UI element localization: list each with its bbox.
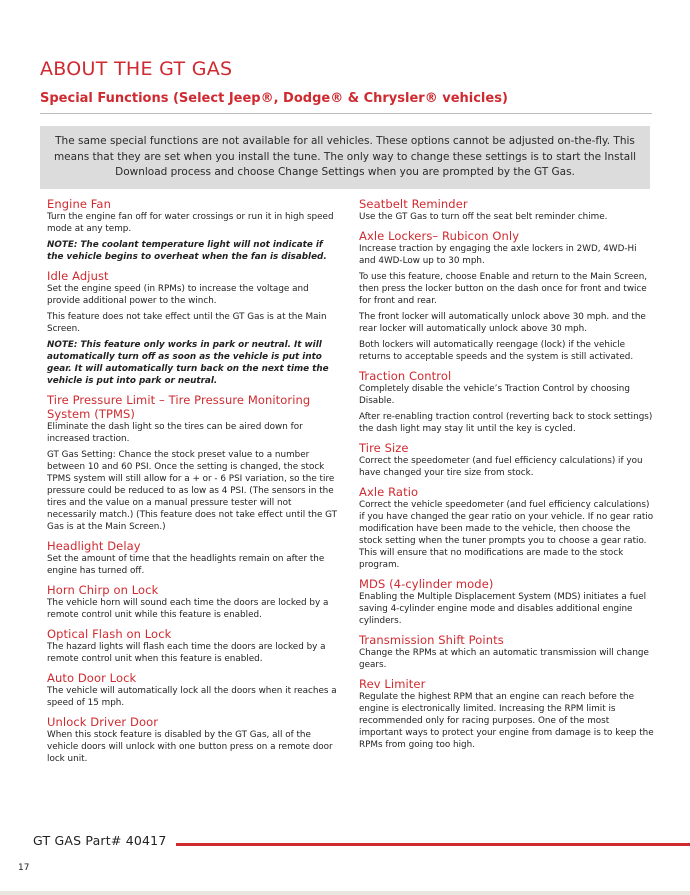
- section-paragraph: To use this feature, choose Enable and return to the Main Screen, then press the locker button on the dash once for front and twice for front and rear.: [359, 272, 648, 306]
- section-heading: MDS (4-cylinder mode): [359, 577, 494, 591]
- bottom-strip: [0, 891, 690, 895]
- section-heading: Optical Flash on Lock: [47, 627, 172, 641]
- section-engine-fan: [47, 197, 339, 263]
- section-rev-limiter: [359, 677, 654, 751]
- section-paragraph: The vehicle horn will sound each time the doors are locked by a remote control unit while this feature is enabled.: [47, 598, 329, 620]
- header-divider: [40, 113, 652, 114]
- right-column: [359, 197, 654, 757]
- subtitle-rest: (Select Jeep®, Dodge® & Chrysler® vehicles): [168, 91, 508, 106]
- notice-box: [40, 126, 650, 189]
- section-note: NOTE: This feature only works in park or neutral. It will automatically turn off as soon as the vehicle is put into gear. It will automatically turn back on the next time the vehicle is put into park or neutral.: [47, 340, 329, 386]
- notice-text: The same special functions are not available for all vehicles. These options cannot be adjusted on-the-fly. This means that they are set when you install the tune. The only way to change these settings is to start the Install Download process and choose Change Settings when you are prompted by the GT Gas.: [53, 135, 637, 178]
- section-heading: Tire Size: [359, 441, 409, 455]
- section-traction-control: [359, 369, 654, 435]
- section-heading: Headlight Delay: [47, 539, 141, 553]
- section-unlock-driver-door: [47, 715, 339, 765]
- section-paragraph: Increase traction by engaging the axle lockers in 2WD, 4WD-Hi and 4WD-Low up to 30 mph.: [359, 244, 637, 266]
- section-transmission-shift-points: [359, 633, 654, 671]
- section-heading: Traction Control: [359, 369, 452, 383]
- section-axle-ratio: [359, 485, 654, 571]
- section-paragraph: GT Gas Setting: Chance the stock preset value to a number between 10 and 60 PSI. Once the setting is changed, the stock TPMS system will still allow for a + or - 6 PSI variation, so the tire pressure could be reduced to as low as 4 PSI. (The sensors in the tires and the value on a manual pressure tester will not necessarily match.) (This feature does not take effect until the GT Gas is at the Main Screen.): [47, 450, 338, 532]
- section-heading: Seatbelt Reminder: [359, 197, 468, 211]
- section-paragraph: The hazard lights will flash each time the doors are locked by a remote control unit when this feature is enabled.: [47, 642, 326, 664]
- section-headlight-delay: [47, 539, 339, 577]
- section-paragraph: After re-enabling traction control (reverting back to stock settings) the dash light may stay lit until the key is cycled.: [359, 412, 653, 434]
- section-paragraph: Eliminate the dash light so the tires can be aired down for increased traction.: [47, 422, 303, 444]
- left-column: [47, 197, 339, 771]
- section-paragraph: Turn the engine fan off for water crossings or run it in high speed mode at any temp.: [47, 212, 334, 234]
- subtitle-bold: Special Functions: [40, 91, 169, 106]
- section-note: NOTE: The coolant temperature light will not indicate if the vehicle begins to overheat when the fan is disabled.: [47, 240, 327, 262]
- section-optical-flash-on-lock: [47, 627, 339, 665]
- section-paragraph: Set the amount of time that the headlights remain on after the engine has turned off.: [47, 554, 325, 576]
- section-heading: Tire Pressure Limit – Tire Pressure Monitoring System (TPMS): [47, 393, 311, 421]
- section-paragraph: The vehicle will automatically lock all the doors when it reaches a speed of 15 mph.: [47, 686, 337, 708]
- section-paragraph: Set the engine speed (in RPMs) to increase the voltage and provide additional power to the winch.: [47, 284, 309, 306]
- section-auto-door-lock: [47, 671, 339, 709]
- section-mds-4-cylinder-mode: [359, 577, 654, 627]
- part-number-label: GT GAS Part# 40417: [33, 833, 167, 848]
- section-horn-chirp-on-lock: [47, 583, 339, 621]
- section-paragraph: Correct the speedometer (and fuel efficiency calculations) if you have changed your tire size from stock.: [359, 456, 643, 478]
- section-tire-size: [359, 441, 654, 479]
- section-paragraph: Change the RPMs at which an automatic transmission will change gears.: [359, 648, 649, 670]
- section-paragraph: The front locker will automatically unlock above 30 mph. and the rear locker will automatically unlock above 30 mph.: [359, 312, 646, 334]
- section-paragraph: Regulate the highest RPM that an engine can reach before the engine is electronically limited. Increasing the RPM limit is recommended only for racing purposes. One of the most important ways to protect your engine from damage is to keep the RPMs from going too high.: [359, 692, 654, 750]
- section-paragraph: Completely disable the vehicle’s Traction Control by choosing Disable.: [359, 384, 630, 406]
- section-paragraph: Use the GT Gas to turn off the seat belt reminder chime.: [359, 212, 608, 222]
- section-paragraph: Both lockers will automatically reengage (lock) if the vehicle returns to acceptable speeds and the system is still activated.: [359, 340, 634, 362]
- section-heading: Axle Lockers– Rubicon Only: [359, 229, 520, 243]
- page-number: 17: [18, 863, 30, 873]
- section-paragraph: This feature does not take effect until the GT Gas is at the Main Screen.: [47, 312, 327, 334]
- section-heading: Auto Door Lock: [47, 671, 137, 685]
- section-tire-pressure-limit-tire-pressure-monitoring-system-tpms: [47, 393, 339, 533]
- section-heading: Engine Fan: [47, 197, 111, 211]
- section-seatbelt-reminder: [359, 197, 654, 223]
- section-heading: Idle Adjust: [47, 269, 109, 283]
- section-heading: Transmission Shift Points: [359, 633, 504, 647]
- page-title: ABOUT THE GT GAS: [40, 58, 233, 80]
- section-paragraph: When this stock feature is disabled by the GT Gas, all of the vehicle doors will unlock with one button press on a remote door lock unit.: [47, 730, 333, 764]
- section-paragraph: Correct the vehicle speedometer (and fuel efficiency calculations) if you have changed the gear ratio on your vehicle. If no gear ratio modification have been made to the vehicle, then choose the stock setting when the tuner prompts you to choose a gear ratio. This will ensure that no modifications are made to the stock program.: [359, 500, 654, 570]
- section-axle-lockers-rubicon-only: [359, 229, 654, 363]
- footer-accent-bar: [176, 843, 690, 846]
- page-subtitle: [40, 91, 508, 106]
- section-heading: Axle Ratio: [359, 485, 419, 499]
- section-heading: Horn Chirp on Lock: [47, 583, 159, 597]
- section-paragraph: Enabling the Multiple Displacement System (MDS) initiates a fuel saving 4-cylinder engine mode and disables additional engine cylinders.: [359, 592, 647, 626]
- section-heading: Rev Limiter: [359, 677, 426, 691]
- section-heading: Unlock Driver Door: [47, 715, 159, 729]
- section-idle-adjust: [47, 269, 339, 387]
